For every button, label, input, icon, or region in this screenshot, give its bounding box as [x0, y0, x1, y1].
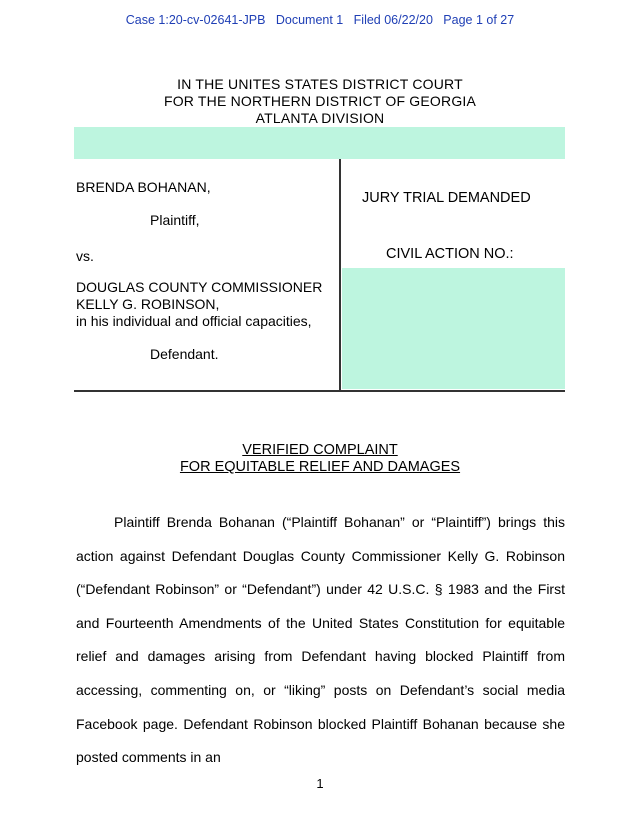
case-header: Case 1:20-cv-02641-JPB Document 1 Filed 06/22/20 Page 1 of 27 — [125, 13, 515, 27]
plaintiff-role: Plaintiff, — [150, 212, 200, 228]
complaint-paragraph: Plaintiff Brenda Bohanan (“Plaintiff Bohanan” or “Plaintiff”) brings this action against Defendant Douglas County Commissioner Kelly G. Robinson (“Defendant Robinson” or “Defendant”) under 42 U.S.C. § 1983 and the First and Fourteenth Amendments of the United States Constitution for equitable relief and damages arising from Defendant having blocked Plaintiff from accessing, commenting on, or “liking” posts on Defendant’s social media Facebook page. Defendant Robinson blocked Plaintiff Bohanan because she posted comments in an — [76, 514, 565, 766]
page-number: 1 — [316, 776, 324, 791]
jury-demand: JURY TRIAL DEMANDED — [362, 190, 531, 206]
complaint-title-line-1: VERIFIED COMPLAINT — [242, 442, 398, 458]
defendant-capacity: in his individual and official capacities, — [76, 313, 312, 329]
complaint-title-line-2: FOR EQUITABLE RELIEF AND DAMAGES — [179, 459, 461, 475]
court-title-line-1: IN THE UNITES STATES DISTRICT COURT — [177, 76, 463, 92]
court-title-line-3: ATLANTA DIVISION — [255, 110, 385, 126]
complaint-title — [0, 442, 640, 476]
defendant-role: Defendant. — [150, 346, 219, 362]
caption-divider-horizontal — [74, 390, 565, 392]
defendant-line-1: DOUGLAS COUNTY COMMISSIONER — [76, 279, 323, 295]
redaction-band — [74, 127, 565, 159]
plaintiff-name: BRENDA BOHANAN, — [76, 179, 211, 195]
defendant-line-2: KELLY G. ROBINSON, — [76, 296, 220, 312]
versus-label: vs. — [76, 248, 94, 264]
redaction-box — [342, 268, 565, 389]
caption-divider-vertical — [339, 159, 341, 390]
civil-action-label: CIVIL ACTION NO.: — [386, 246, 514, 262]
court-title — [0, 76, 640, 127]
court-title-line-2: FOR THE NORTHERN DISTRICT OF GEORGIA — [163, 93, 477, 109]
